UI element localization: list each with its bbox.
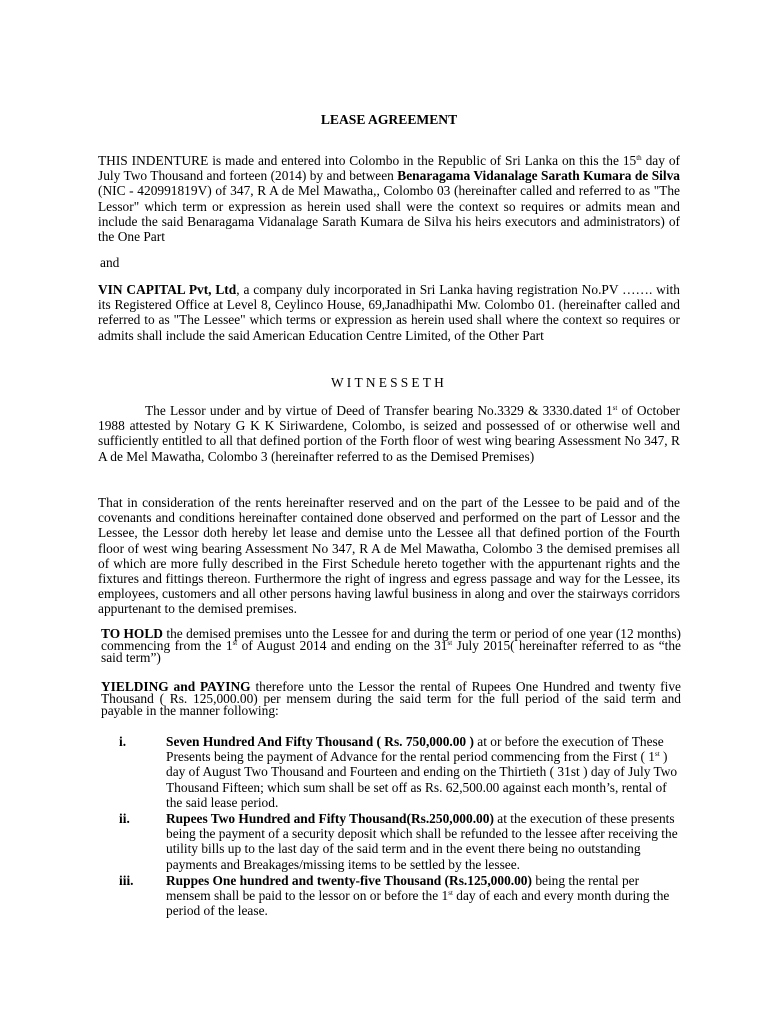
document-page	[98, 0, 680, 1024]
list-bold-amount: Ruppes One hundred and twenty-five Thousand (Rs.125,000.00)	[166, 873, 532, 888]
yielding-paragraph	[101, 681, 681, 717]
list-text-b: day of each and every month during the period of the lease.	[166, 888, 670, 919]
yielding-text: therefore unto the Lessor the rental of Rupees One Hundred and twenty five Thousand ( Rs. 125,000.00) per mensem during the said term for the full period of the said term and payable in the manner following:	[101, 679, 681, 718]
list-number: ii.	[119, 811, 130, 826]
document-title: LEASE AGREEMENT	[320, 112, 458, 127]
lessor-name: Benaragama Vidanalage Sarath Kumara de Silva	[397, 168, 680, 184]
consideration-paragraph: That in consideration of the rents hereinafter reserved and on the part of the Lessee to be paid and of the covenants and conditions hereinafter contained done observed and performed on the part of Lessor and the Lessee, the Lessor doth hereby let lease and demise unto the Lessee all that defined portion of the Fourth floor of west wing bearing Assessment No 347, R A de Mel Mawatha, Colombo 3 the demised premises all of which are more fully described in the First Schedule hereto together with the appurtenant rights and the fixtures and fittings thereon. Furthermore the right of ingress and egress passage and way for the Lessee, its employees, customers and all other persons having lawful business in along and over the stairways corridors appurtenant to the demised premises.	[98, 495, 680, 617]
yielding-lead: YIELDING and PAYING	[101, 679, 251, 694]
list-text-a: being the rental per mensem shall be paid to the lessor on or before the 1	[166, 873, 640, 904]
intro-text-1: THIS INDENTURE is made and entered into Colombo in the Republic of Sri Lanka on this the 15	[98, 153, 637, 168]
list-text-a: at or before the execution of These Presents being the payment of Advance for the rental period commencing from the First ( 1	[166, 734, 664, 765]
witnesseth-heading: WITNESSETH	[330, 375, 448, 390]
to-hold-lead: TO HOLD	[101, 626, 163, 641]
to-hold-paragraph	[101, 628, 681, 664]
list-text	[166, 873, 682, 919]
to-hold-text-1: the demised premises unto the Lessee for and during the term or period of one year (12 months) commencing from the 1	[101, 626, 681, 653]
intro-text-2: day of July Two Thousand and forteen (2014) by and between	[98, 153, 681, 184]
intro-text-3: (NIC - 420991819V) of 347, R A de Mel Mawatha,, Colombo 03 (hereinafter called and referred to as "The Lessor" which term or expression as herein used shall were the context so requires or admits mean and include the said Benaragama Vidanalage Sarath Kumara de Silva his heirs executors and administrators) of the One Part	[98, 183, 680, 245]
deed-text-2: of October 1988 attested by Notary G K K Siriwardene, Colombo, is seized and possessed of or otherwise well and sufficiently entitled to all that defined portion of the Forth floor of west wing bearing Assessment No 347, R A de Mel Mawatha, Colombo 3 (hereinafter referred to as the Demised Premises)	[98, 403, 680, 464]
intro-superscript: th	[636, 154, 642, 162]
list-number: iii.	[119, 873, 134, 888]
deed-text-1: The Lessor under and by virtue of Deed of Transfer bearing No.3329 & 3330.dated 1	[145, 403, 613, 418]
lessee-text: , a company duly incorporated in Sri Lanka having registration No.PV ……. with its Registered Office at Level 8, Ceylinco House, 69,Janadhipathi Mw. Colombo 01. (hereinafter called and referred to as "The Lessee" which terms or expression as herein used shall where the context so requires or admits shall include the said American Education Centre Limited, of the Other Part	[98, 282, 680, 343]
list-text-a: at the execution of these presents being the payment of a security deposit which shall be refunded to the lessee after receiving the utility bills up to the last day of the said term and in the event there being no outstanding payments and Breakages/missing items to be settled by the lessee.	[166, 811, 678, 872]
intro-paragraph	[98, 153, 680, 244]
deed-superscript: st	[612, 404, 618, 412]
to-hold-text-2: of August 2014 and ending on the 31	[237, 638, 448, 653]
to-hold-superscript-2: st	[447, 639, 453, 647]
and-separator: and	[100, 255, 120, 270]
list-superscript: st	[448, 889, 453, 898]
list-text	[166, 811, 682, 872]
to-hold-superscript-1: st	[232, 639, 238, 647]
list-bold-amount: Rupees Two Hundred and Fifty Thousand(Rs.250,000.00)	[166, 811, 494, 826]
list-text	[166, 734, 682, 810]
list-superscript: st	[655, 750, 660, 759]
lessee-paragraph	[98, 282, 680, 343]
list-number: i.	[119, 734, 127, 749]
lessee-name: VIN CAPITAL Pvt, Ltd	[98, 282, 237, 297]
deed-paragraph	[98, 403, 680, 464]
to-hold-text-3: July 2015( hereinafter referred to as “the said term”)	[101, 638, 682, 665]
list-bold-amount: Seven Hundred And Fifty Thousand ( Rs. 750,000.00 )	[166, 734, 474, 749]
list-text-b: ) day of August Two Thousand and Fourteen and ending on the Thirtieth ( 31st ) day of July Two Thousand Fifteen; which sum shall be set off as Rs. 62,500.00 against each month’s, rental of the said lease period.	[166, 749, 678, 810]
